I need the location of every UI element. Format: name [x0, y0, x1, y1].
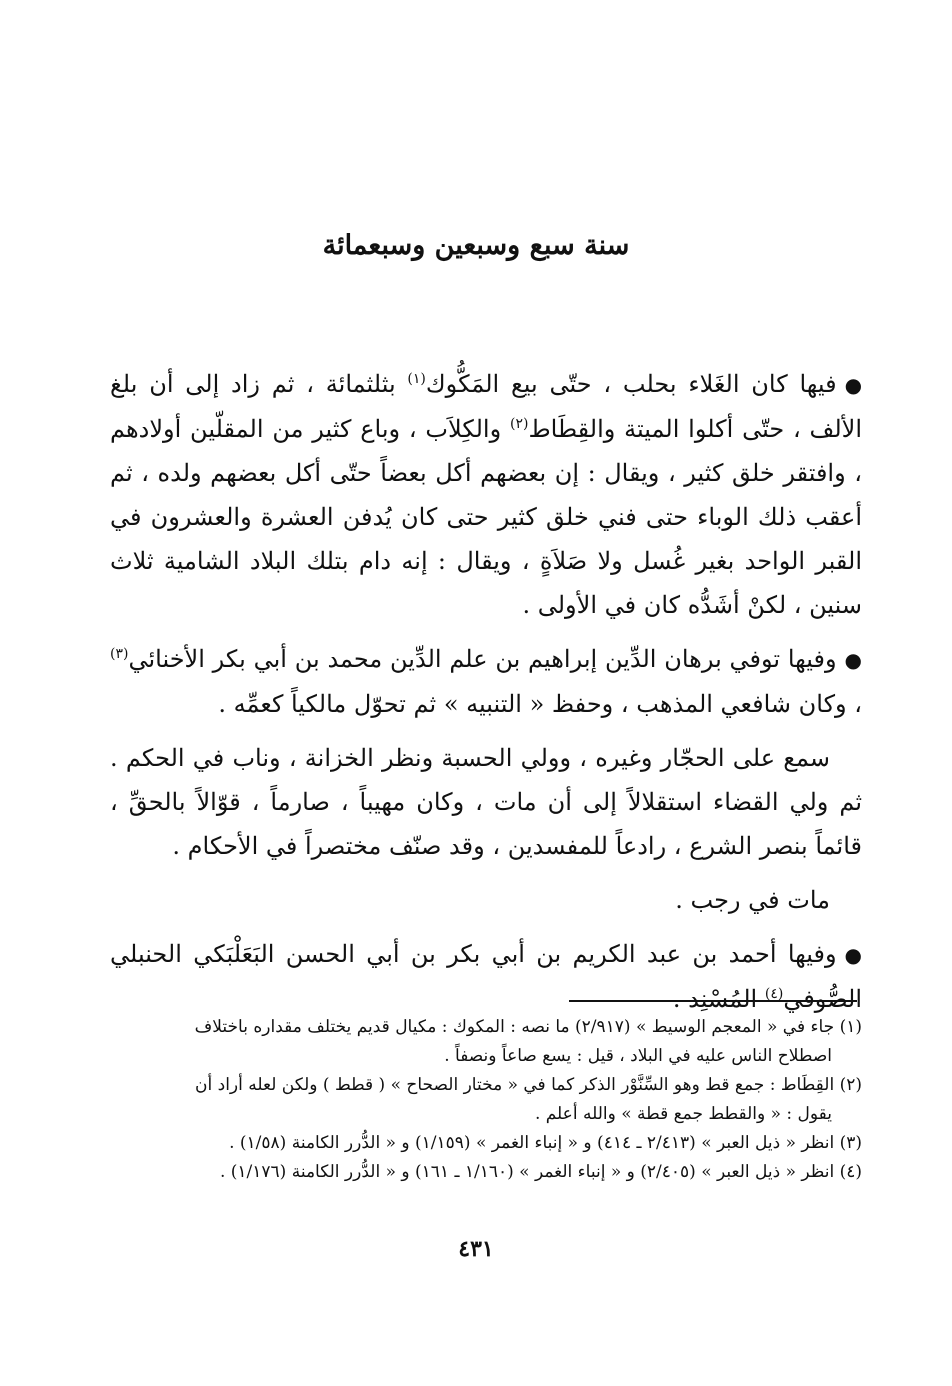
footnote-ref-4: (٤) [764, 986, 784, 1002]
footnote-2: (٢) القِطَاط : جمع قط وهو السِّنَّوْر الذكر كما في « مختار الصحاح » ( قطط ) ولكن لعله أراد أن [195, 1075, 862, 1095]
bullet-icon: ● [844, 373, 863, 397]
section-title: سنة سبع وسبعين وسبعمائة [322, 230, 630, 261]
footnote-ref-3: (٣) [110, 646, 129, 662]
paragraph-ahmad-part-b: المُسْنِد . [672, 985, 765, 1013]
paragraph-ahmad [110, 932, 862, 1021]
bullet-icon: ● [844, 943, 862, 967]
paragraph-ahmad-part-a: وفيها أحمد بن عبد الكريم بن أبي بكر بن أبي الحسن البَعَلْبَكي الحنبلي الصُّوفي [110, 940, 862, 1013]
footnote-3: (٣) انظر « ذيل العبر » (٢/٤١٣ ـ ٤١٤) و « إنباء الغمر » (١/١٥٩) و « الدُّرر الكامنة (١/٥٨) . [229, 1133, 862, 1153]
paragraph-burhan-part-a: وفيها توفي برهان الدِّين إبراهيم بن علم الدِّين محمد بن أبي بكر الأخنائي [128, 645, 837, 673]
paragraph-famine-part-b: بثلثمائة ، ثم زاد إلى أن بلغ الألف ، حتّى أكلوا الميتة والقِطَاط [110, 370, 863, 443]
footnote-ref-1: (١) [407, 371, 426, 387]
page-number: ٤٣١ [458, 1236, 494, 1262]
footnote-1-continuation: اصطلاح الناس عليه في البلاد ، قيل : يسع صاعاً ونصفاً . [444, 1046, 832, 1066]
footnote-4: (٤) انظر « ذيل العبر » (٢/٤٠٥) و « إنباء الغمر » (١/١٦٠ ـ ١٦١) و « الدُّرر الكامنة (١/١٧٦) . [219, 1162, 862, 1182]
footnote-2-continuation: يقول : « والقطط جمع قطة » والله أعلم . [534, 1104, 832, 1124]
paragraph-burhan-part-b: ، وكان شافعي المذهب ، وحفظ « التنبيه » ثم تحوّل مالكياً كعمِّه . [218, 690, 862, 718]
bullet-icon: ● [844, 648, 862, 672]
paragraph-famine-part-a: فيها كان الغَلاء بحلب ، حتّى بيع المَكُّوك [425, 370, 837, 398]
footnotes [110, 1013, 862, 1187]
paragraph-burhan-died: مات في رجب . [675, 886, 830, 914]
footnote-1: (١) جاء في « المعجم الوسيط » (٢/٩١٧) ما نصه : المكوك : مكيال قديم يختلف مقداره باختلاف [194, 1017, 862, 1037]
footnote-divider [569, 1000, 857, 1002]
footnote-ref-2: (٢) [509, 416, 529, 432]
paragraph-burhan-death [110, 637, 862, 726]
paragraph-famine [110, 362, 862, 627]
main-text [110, 362, 862, 1031]
paragraph-burhan-career: سمع على الحجّار وغيره ، وولي الحسبة ونظر الخزانة ، وناب في الحكم . ثم ولي القضاء استقلالاً إلى أن مات ، وكان مهيباً ، صارماً ، قوّالاً بالحقِّ ، قائماً بنصر الشرع ، رادعاً للمفسدين ، وقد صنّف مختصراً في الأحكام . [110, 744, 862, 860]
paragraph-famine-part-c: والكِلاَب ، وباع كثير من المقلّين أولادهم ، وافتقر خلق كثير ، ويقال : إن بعضهم أكل بعضاً حتّى أكل بعضهم ولده ، ثم أعقب ذلك الوباء حتى فني خلق كثير حتى كان يُدفن العشرة والعشرون في القبر الواحد بغير غُسل ولا صَلاَةٍ ، ويقال : إنه دام بتلك البلاد الشامية ثلاث سنين ، لكنْ أشَدُّه كان في الأولى . [110, 415, 863, 619]
